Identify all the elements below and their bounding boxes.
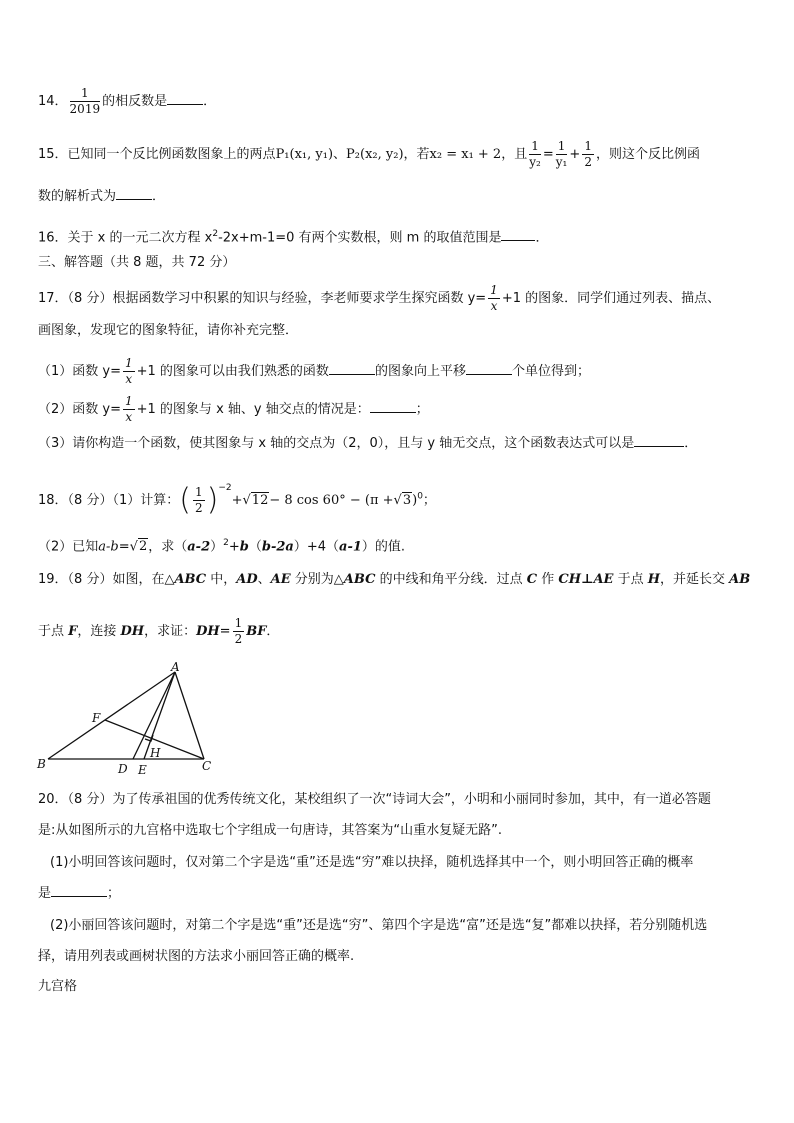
question-20-line2: 是:从如图所示的九宫格中选取七个字组成一句唐诗，其答案为“山重水复疑无路”. xyxy=(38,823,502,838)
triangle-figure xyxy=(34,660,220,780)
question-18: 18．（8 分）（1）计算：( $\frac{1}{2}$ )$^{-2}$+√12− 8 $\cos 60^\circ - (\pi +√3)^0$； xyxy=(38,482,436,518)
label-E: E xyxy=(138,763,147,777)
nine-grid-label: 九宫格 xyxy=(38,979,78,994)
q18-number: 18．（8 分） xyxy=(38,493,113,508)
q16-answer-blank[interactable] xyxy=(501,228,535,241)
q14-answer-blank[interactable] xyxy=(167,92,203,105)
label-H: H xyxy=(150,746,161,760)
question-17-part1: （1）函数 y= $\frac{1}{x}$ +1 的图象可以由我们熟悉的函数 的图象向上平移 个单位得到； xyxy=(38,356,590,386)
question-20-part1: (1)小明回答该问题时，仅对第二个字是选“重”还是选“穷”难以抉择，随机选择其中一个，则小明回答正确的概率 xyxy=(50,855,694,870)
question-17-part2: （2）函数 y= $\frac{1}{x}$ +1 的图象与 x 轴、y 轴交点的情况是： ； xyxy=(38,394,429,424)
section-heading: 三、解答题（共 8 题，共 72 分） xyxy=(38,255,236,270)
question-19-line2: 于点 F，连接 DH，求证：DH= $\frac{1}{2}$ BF． xyxy=(38,616,280,646)
question-20: 20．（8 分）为了传承祖国的优秀传统文化，某校组织了一次“诗词大会”，小明和小丽同时参加，其中，有一道必答题 xyxy=(38,792,711,807)
question-20-part2: (2)小丽回答该问题时，对第二个字是选“重”还是选“穷”、第四个字是选“富”还是选“复”都难以抉择，若分别随机选 xyxy=(50,918,708,933)
q15-answer-blank[interactable] xyxy=(116,187,152,200)
label-C: C xyxy=(202,759,212,773)
question-19: 19．（8 分）如图，在△ABC 中，AD、AE 分别为△ABC 的中线和角平分线．过点 C 作 CH⊥AE 于点 H，并延长交 AB xyxy=(38,572,751,587)
label-A: A xyxy=(171,660,180,674)
question-15-line2: 数的解析式为 ． xyxy=(38,189,166,204)
q17-number: 17．（8 分） xyxy=(38,291,113,306)
q16-number: 16． xyxy=(38,230,68,246)
q17-p1-blank2[interactable] xyxy=(466,362,512,375)
question-15: 15．已知同一个反比例函数图象上的两点P₁(x₁, y₁)、P₂(x₂, y₂)，若x₂ = x₁ + 2，且 $\frac{1}{\text{y₂}}$ = $\frac{1}{\text{y₁}}$ + $\frac{1}{2}$ ，则这个反比例函 xyxy=(38,139,700,169)
question-16: 16．关于 x 的一元二次方程 $x^2-2x+m-1=0$ 有两个实数根，则 m 的取值范围是 ． xyxy=(38,229,549,246)
segment-AC xyxy=(175,672,204,759)
question-18-part2: （2）已知a-b=√2，求$(a-2)^2+b(b-2a)+4(a-1)$的值. xyxy=(38,538,406,555)
q15-number: 15． xyxy=(38,147,68,162)
label-F: F xyxy=(92,711,101,725)
label-B: B xyxy=(37,757,46,771)
question-17-line2: 画图象，发现它的图象特征，请你补充完整． xyxy=(38,323,299,338)
question-20-part2-line2: 择，请用列表或画树状图的方法求小丽回答正确的概率. xyxy=(38,949,355,964)
q14-number: 14． xyxy=(38,94,68,109)
question-14: 14． $\frac{1}{2019}$ 的相反数是 ． xyxy=(38,86,217,116)
q20-number: 20．（8 分） xyxy=(38,792,113,807)
question-17-part3: （3）请你构造一个函数，使其图象与 x 轴的交点为（2，0），且与 y 轴无交点，这个函数表达式可以是 ． xyxy=(38,436,698,451)
question-17: 17．（8 分）根据函数学习中积累的知识与经验，李老师要求学生探究函数 y= $\frac{1}{x}$ +1 的图象．同学们通过列表、描点、 xyxy=(38,283,721,313)
q17-p3-blank[interactable] xyxy=(634,434,684,447)
q14-fraction: $\frac{1}{2019}$ xyxy=(69,86,101,116)
q17-p1-blank1[interactable] xyxy=(329,362,375,375)
q19-number: 19．（8 分） xyxy=(38,572,113,587)
q20-p1-blank[interactable] xyxy=(51,884,107,897)
question-20-part1-line2: 是 ； xyxy=(38,886,121,901)
q17-p2-blank[interactable] xyxy=(370,400,416,413)
label-D: D xyxy=(118,762,128,776)
